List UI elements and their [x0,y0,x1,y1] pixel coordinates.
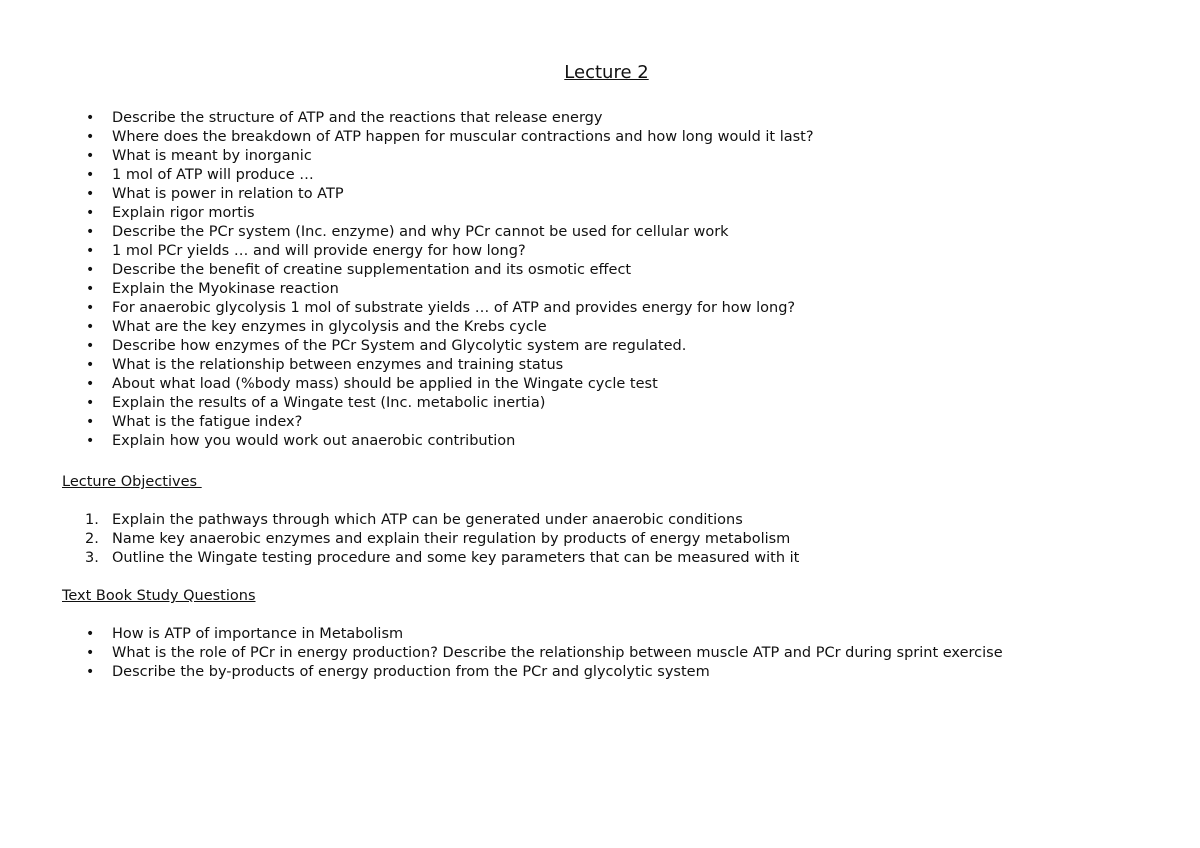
objective-item [62,549,799,568]
question-item: • For anaerobic glycolysis 1 mol of substrate yields … of ATP and provides energy for how long? [62,299,814,318]
objective-text: Name key anaerobic enzymes and explain their regulation by products of energy metabolism [112,531,791,547]
objectives-heading: Lecture Objectives [62,474,202,490]
study-question-item: • What is the role of PCr in energy production? Describe the relationship between muscle ATP and PCr during sprint exercise [62,644,1003,663]
question-item: • What is power in relation to ATP [62,185,814,204]
question-item: • Describe the benefit of creatine supplementation and its osmotic effect [62,261,814,280]
objective-text: Outline the Wingate testing procedure and some key parameters that can be measured with it [112,550,800,566]
question-list [62,109,814,451]
question-item: • About what load (%body mass) should be applied in the Wingate cycle test [62,375,814,394]
study-question-item: • Describe the by-products of energy production from the PCr and glycolytic system [62,663,1003,682]
question-item: • Describe the structure of ATP and the reactions that release energy [62,109,814,128]
question-item: • Where does the breakdown of ATP happen for muscular contractions and how long would it last? [62,128,814,147]
objective-item [62,530,799,549]
question-item: • 1 mol of ATP will produce … [62,166,814,185]
page-title: Lecture 2 [564,62,649,83]
objective-number: 1. [85,512,99,528]
question-item: • Explain the Myokinase reaction [62,280,814,299]
question-item: • What is the fatigue index? [62,413,814,432]
objective-item [62,511,799,530]
objective-text: Explain the pathways through which ATP can be generated under anaerobic conditions [112,512,743,528]
objective-number: 3. [85,550,99,566]
objectives-list [62,511,799,568]
question-item: • Describe how enzymes of the PCr System and Glycolytic system are regulated. [62,337,814,356]
question-item: • What is meant by inorganic [62,147,814,166]
question-item: • Explain rigor mortis [62,204,814,223]
question-item: • What is the relationship between enzymes and training status [62,356,814,375]
study-question-item: • How is ATP of importance in Metabolism [62,625,1003,644]
question-item: • Explain how you would work out anaerobic contribution [62,432,814,451]
question-item: • 1 mol PCr yields … and will provide energy for how long? [62,242,814,261]
objective-number: 2. [85,531,99,547]
question-item: • What are the key enzymes in glycolysis and the Krebs cycle [62,318,814,337]
study-question-list [62,625,1003,682]
question-item: • Explain the results of a Wingate test (Inc. metabolic inertia) [62,394,814,413]
study-questions-heading: Text Book Study Questions [62,588,256,604]
question-item: • Describe the PCr system (Inc. enzyme) and why PCr cannot be used for cellular work [62,223,814,242]
